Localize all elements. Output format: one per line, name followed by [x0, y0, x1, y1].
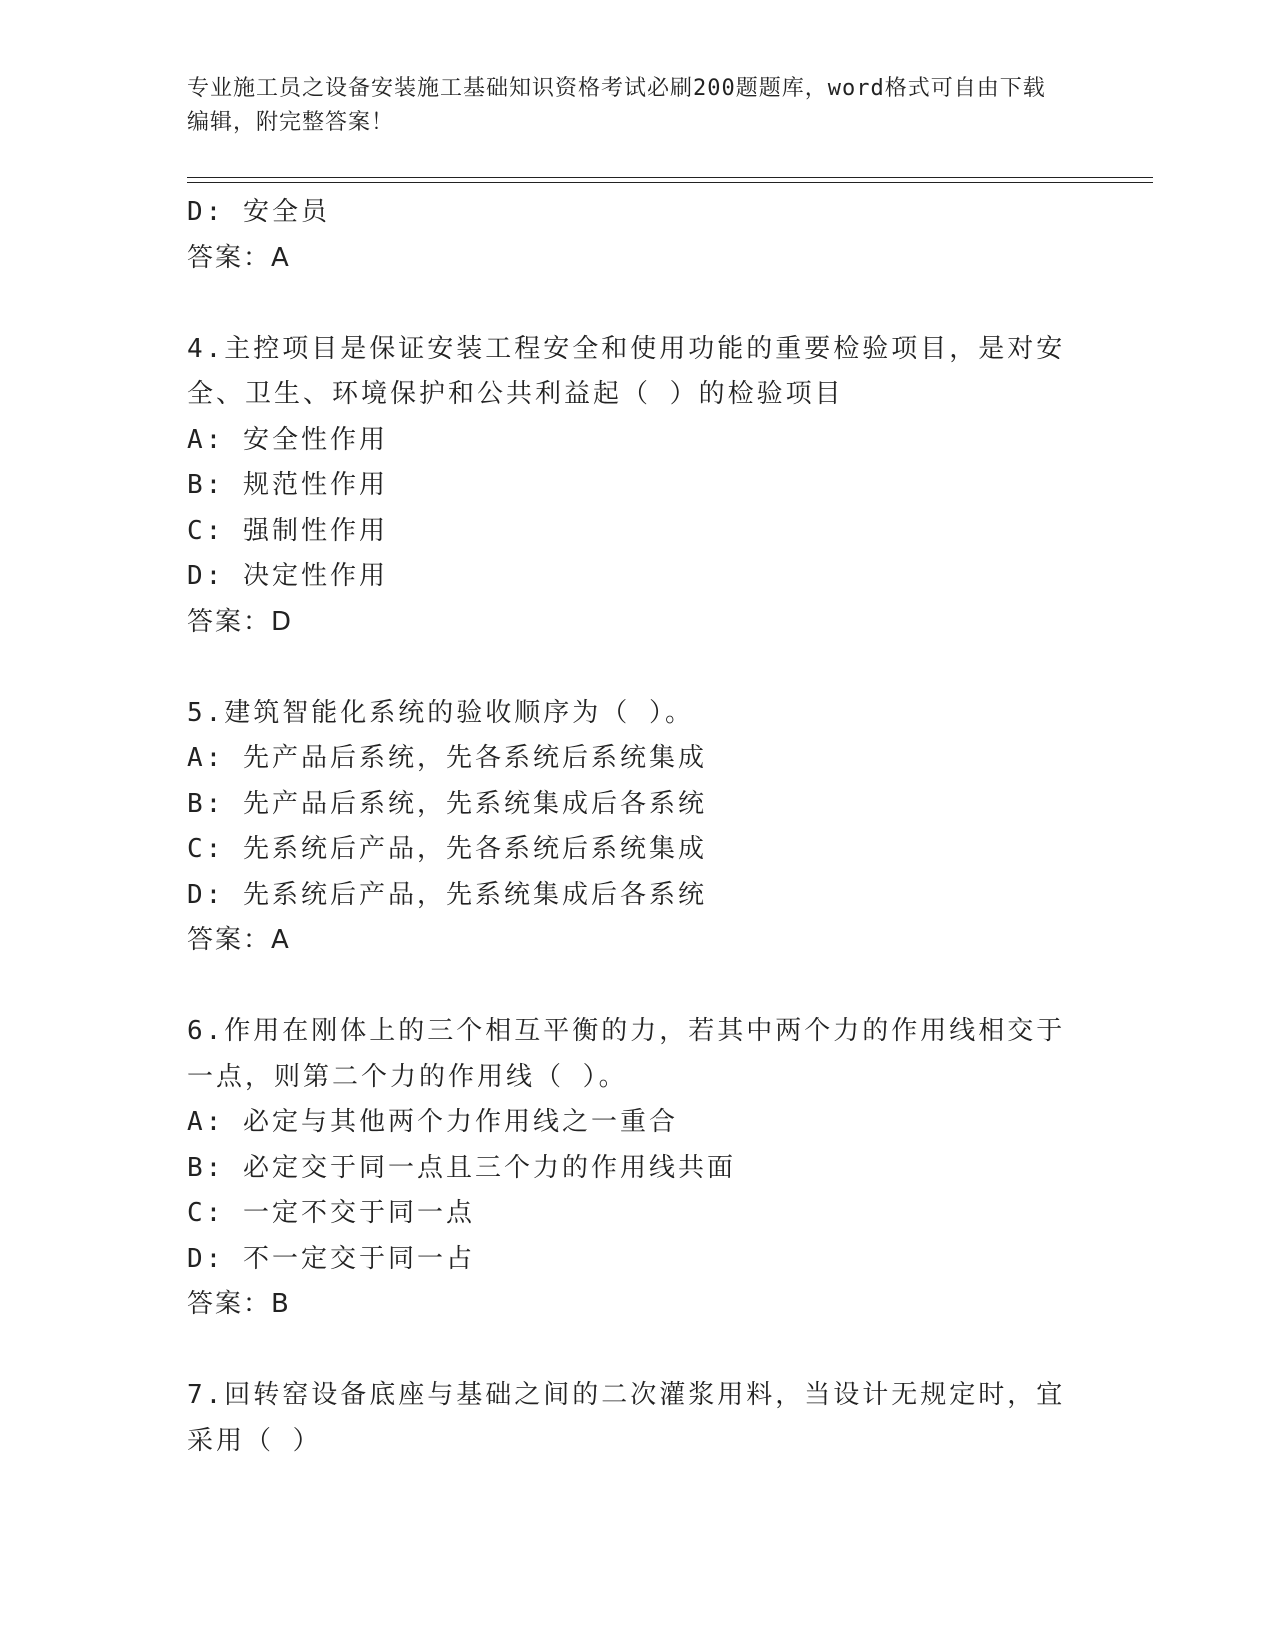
document-header: 专业施工员之设备安装施工基础知识资格考试必刷200题题库，word格式可自由下载编辑，附完整答案！	[187, 76, 1046, 135]
option-a: A: 安全性作用	[187, 424, 388, 455]
option-c: C: 一定不交于同一点	[187, 1198, 475, 1228]
option-c: C: 强制性作用	[187, 515, 388, 546]
question-text: 4.主控项目是保证安装工程安全和使用功能的重要检验项目，是对安全、卫生、环境保护和公共利益起（ ）的检验项目	[187, 333, 1066, 409]
spacer	[187, 645, 1087, 691]
option-d: D: 不一定交于同一占	[187, 1243, 475, 1274]
spacer	[187, 1328, 1087, 1374]
question-text: 6.作用在刚体上的三个相互平衡的力，若其中两个力的作用线相交于一点，则第二个力的作用线（ ）。	[187, 1016, 1066, 1092]
option-a: A: 必定与其他两个力作用线之一重合	[187, 1107, 678, 1137]
question-text: 5.建筑智能化系统的验收顺序为（ ）。	[187, 697, 694, 728]
question-4	[187, 327, 1087, 646]
question-7	[187, 1373, 1087, 1464]
option-b: B: 规范性作用	[187, 470, 388, 500]
option-c: C: 先系统后产品，先各系统后系统集成	[187, 834, 707, 864]
header-divider-bottom	[187, 182, 1153, 183]
question-5	[187, 691, 1087, 964]
question-3-answer: 答案：A	[187, 242, 291, 273]
question-text: 7.回转窑设备底座与基础之间的二次灌浆用料，当设计无规定时，宜采用（ ）	[187, 1380, 1066, 1456]
question-list	[187, 190, 1087, 1464]
answer-line: 答案：B	[187, 1289, 291, 1319]
question-3-option-d: D: 安全员	[187, 197, 330, 227]
option-b: B: 必定交于同一点且三个力的作用线共面	[187, 1152, 736, 1183]
question-6	[187, 1009, 1087, 1328]
option-d: D: 决定性作用	[187, 561, 388, 591]
spacer	[187, 964, 1087, 1010]
answer-line: 答案：A	[187, 925, 291, 955]
option-d: D: 先系统后产品，先系统集成后各系统	[187, 879, 707, 910]
option-b: B: 先产品后系统，先系统集成后各系统	[187, 788, 707, 819]
spacer	[187, 281, 1087, 327]
header-divider-top	[187, 177, 1153, 178]
option-a: A: 先产品后系统，先各系统后系统集成	[187, 743, 707, 773]
answer-line: 答案：D	[187, 606, 294, 637]
